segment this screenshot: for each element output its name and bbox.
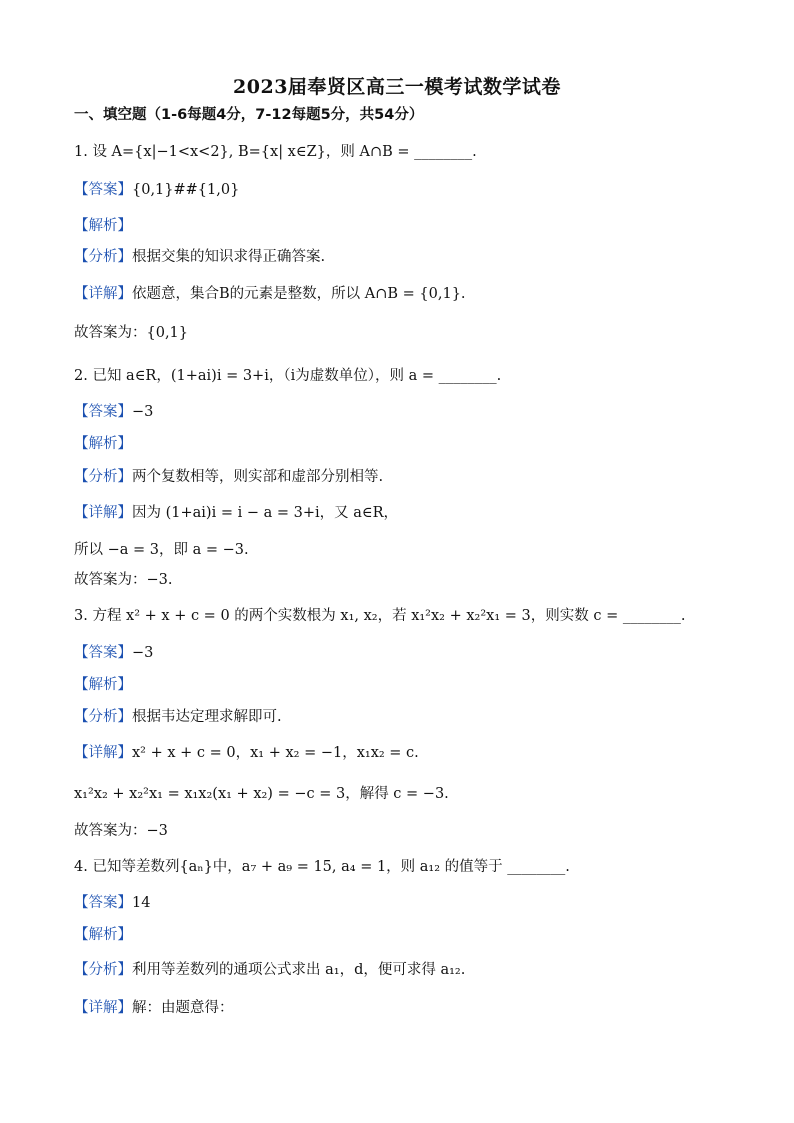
reasoning-tag: 【分析】: [74, 709, 132, 725]
question-3: 3. 方程 x² + x + c = 0 的两个实数根为 x₁, x₂，若 x₁²x₂ + x₂²x₁ = 3，则实数 c = ________.: [74, 608, 686, 624]
document-title: 2023届奉贤区高三一模考试数学试卷: [233, 76, 561, 98]
answer-tag: 【答案】: [74, 895, 132, 911]
reasoning-text: 根据交集的知识求得正确答案.: [132, 249, 326, 265]
answer-text: 14: [132, 895, 151, 911]
analysis-label-q3: [74, 675, 132, 695]
analysis-tag: 【解析】: [74, 927, 132, 943]
detail-tag: 【详解】: [74, 286, 132, 302]
detail-tag: 【详解】: [74, 505, 132, 521]
answer-tag: 【答案】: [74, 404, 132, 420]
detail-text: 因为 (1+ai)i = i − a = 3+i，又 a∈R，: [132, 505, 399, 521]
question-4: 4. 已知等差数列{aₙ}中，a₇ + a₉ = 15, a₄ = 1，则 a₁₂ 的值等于 ________.: [74, 859, 570, 875]
reasoning-label-q3: [74, 707, 282, 727]
final-answer-q1: 故答案为：{0,1}: [74, 325, 189, 341]
final-answer-q3: 故答案为：−3: [74, 823, 168, 839]
detail-continued-q2: 所以 −a = 3，即 a = −3.: [74, 542, 249, 558]
detail-label-q2: [74, 503, 398, 523]
detail-label-q4: [74, 998, 234, 1018]
question-2: 2. 已知 a∈R，(1+ai)i = 3+i，（i为虚数单位），则 a = ________.: [74, 368, 502, 384]
analysis-tag: 【解析】: [74, 677, 132, 693]
reasoning-tag: 【分析】: [74, 962, 132, 978]
detail-text: x² + x + c = 0，x₁ + x₂ = −1，x₁x₂ = c.: [132, 745, 419, 761]
reasoning-text: 根据韦达定理求解即可.: [132, 709, 282, 725]
answer-label-q2: [74, 402, 153, 422]
analysis-label-q1: [74, 216, 132, 236]
answer-text: {0,1}##{1,0}: [132, 182, 240, 198]
reasoning-text: 两个复数相等，则实部和虚部分别相等.: [132, 469, 384, 485]
section-header: 一、填空题（1-6每题4分，7-12每题5分，共54分）: [74, 107, 424, 123]
answer-tag: 【答案】: [74, 182, 132, 198]
reasoning-tag: 【分析】: [74, 249, 132, 265]
analysis-tag: 【解析】: [74, 218, 132, 234]
reasoning-text: 利用等差数列的通项公式求出 a₁，d，便可求得 a₁₂.: [132, 962, 466, 978]
detail-continued-q3: x₁²x₂ + x₂²x₁ = x₁x₂(x₁ + x₂) = −c = 3，解得 c = −3.: [74, 786, 449, 802]
answer-text: −3: [132, 645, 154, 661]
question-1: 1. 设 A={x|−1<x<2}, B={x| x∈Z}，则 A∩B = ________.: [74, 144, 477, 160]
detail-tag: 【详解】: [74, 1000, 132, 1016]
answer-text: −3: [132, 404, 154, 420]
answer-label-q4: [74, 893, 150, 913]
detail-tag: 【详解】: [74, 745, 132, 761]
detail-text: 依题意，集合B的元素是整数，所以 A∩B = {0,1}.: [132, 286, 466, 302]
analysis-label-q2: [74, 434, 132, 454]
reasoning-label-q1: [74, 247, 325, 267]
reasoning-tag: 【分析】: [74, 469, 132, 485]
detail-text: 解：由题意得：: [132, 1000, 234, 1016]
analysis-tag: 【解析】: [74, 436, 132, 452]
detail-label-q3: [74, 743, 419, 763]
detail-label-q1: [74, 284, 466, 304]
answer-tag: 【答案】: [74, 645, 132, 661]
analysis-label-q4: [74, 925, 132, 945]
answer-label-q1: [74, 180, 239, 200]
reasoning-label-q4: [74, 960, 465, 980]
reasoning-label-q2: [74, 467, 383, 487]
final-answer-q2: 故答案为：−3.: [74, 572, 173, 588]
answer-label-q3: [74, 643, 153, 663]
